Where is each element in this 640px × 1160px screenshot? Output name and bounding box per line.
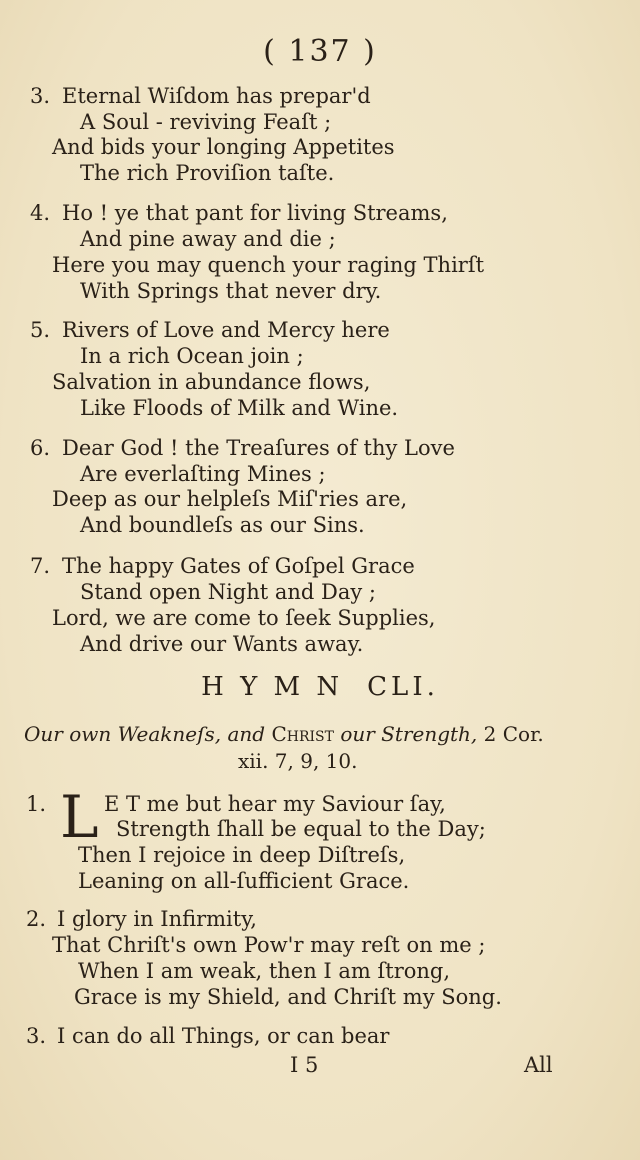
subtitle-reference: 2 Cor. bbox=[483, 722, 544, 746]
verse-line: Here you may quench your raging Thirſt bbox=[52, 253, 485, 277]
stanza-number: 5. bbox=[30, 318, 51, 342]
verse-line: Ho ! ye that pant for living Streams, bbox=[62, 201, 448, 225]
stanza-number: 7. bbox=[30, 554, 51, 578]
verse-line: Deep as our helpleſs Miſ'ries are, bbox=[52, 487, 408, 511]
verse-line: Eternal Wiſdom has prepar'd bbox=[62, 84, 371, 108]
catchword: All bbox=[524, 1053, 553, 1077]
hymn-title bbox=[0, 672, 640, 702]
verse-line: When I am weak, then I am ſtrong, bbox=[78, 959, 451, 983]
verse-line: And boundleſs as our Sins. bbox=[80, 513, 365, 537]
stanza-number: 3. bbox=[30, 84, 51, 108]
verse-line: Lord, we are come to ſeek Supplies, bbox=[52, 606, 436, 630]
verse-line: E T me but hear my Saviour ſay, bbox=[104, 792, 446, 816]
verse-line: Strength ſhall be equal to the Day; bbox=[116, 817, 486, 841]
verse-line: Grace is my Shield, and Chriſt my Song. bbox=[74, 985, 502, 1009]
verse-line: Leaning on all-ſufficient Grace. bbox=[78, 869, 410, 893]
verse-line: Are everlaſting Mines ; bbox=[80, 462, 326, 486]
verse-line: In a rich Ocean join ; bbox=[80, 344, 304, 368]
verse-line: With Springs that never dry. bbox=[80, 279, 382, 303]
verse-line: Like Floods of Milk and Wine. bbox=[80, 396, 399, 420]
drop-cap: L bbox=[60, 783, 99, 851]
page-number: ( 137 ) bbox=[263, 34, 377, 69]
subtitle-part: Our own Weakneſs, and bbox=[24, 722, 266, 746]
verse-line: I can do all Things, or can bear bbox=[57, 1024, 390, 1048]
verse-line: Stand open Night and Day ; bbox=[80, 580, 377, 604]
verse-line: And pine away and die ; bbox=[80, 227, 336, 251]
verse-line: Dear God ! the Treaſures of thy Love bbox=[62, 436, 455, 460]
hymn-numeral: CLI. bbox=[367, 672, 439, 702]
verse-line: The rich Proviſion taſte. bbox=[80, 161, 335, 185]
signature-mark: I 5 bbox=[290, 1053, 319, 1077]
verse-line: Rivers of Love and Mercy here bbox=[62, 318, 390, 342]
verse-line: That Chriſt's own Pow'r may reſt on me ; bbox=[52, 933, 486, 957]
verse-number: 3. bbox=[26, 1024, 47, 1048]
verse-line: The happy Gates of Goſpel Grace bbox=[62, 554, 415, 578]
stanza-number: 6. bbox=[30, 436, 51, 460]
verse-line: Salvation in abundance flows, bbox=[52, 370, 371, 394]
scripture-reference: xii. 7, 9, 10. bbox=[238, 749, 358, 773]
hymn-subtitle bbox=[24, 722, 614, 746]
verse-line: A Soul - reviving Feaſt ; bbox=[80, 110, 332, 134]
subtitle-part: our Strength, bbox=[340, 722, 478, 746]
hymn-heading: H Y M N bbox=[201, 672, 344, 702]
verse-line: Then I rejoice in deep Diſtreſs, bbox=[78, 843, 406, 867]
verse-line: And drive our Wants away. bbox=[80, 632, 364, 656]
subtitle-christ: Christ bbox=[271, 722, 334, 746]
verse-line: I glory in Infirmity, bbox=[57, 907, 257, 931]
verse-number: 2. bbox=[26, 907, 47, 931]
verse-line: And bids your longing Appetites bbox=[52, 135, 395, 159]
stanza-number: 4. bbox=[30, 201, 51, 225]
verse-number: 1. bbox=[26, 792, 47, 816]
